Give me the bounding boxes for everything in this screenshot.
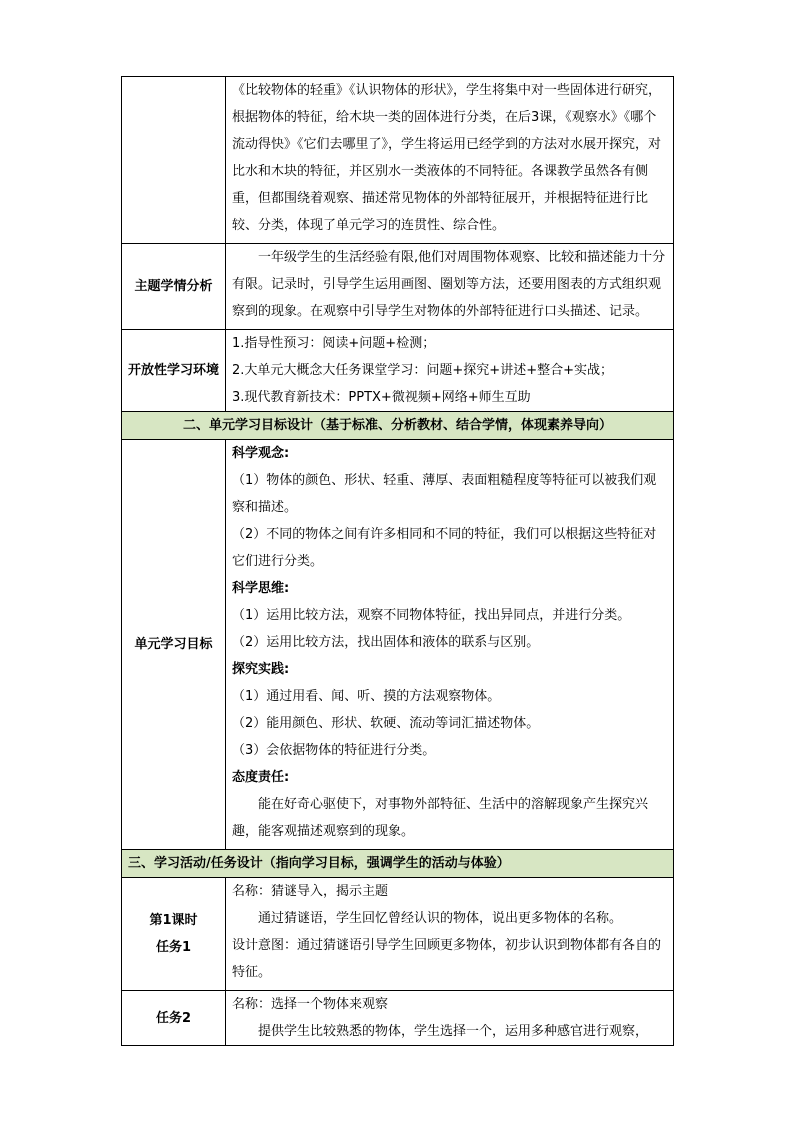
task1-label-cell <box>122 878 226 991</box>
task1-task-label: 任务1 <box>155 940 192 955</box>
task2-name: 名称：选择一个物体来观察 <box>232 997 389 1012</box>
section2-row <box>122 412 674 440</box>
thinking-item-2: （2）运用比较方法，找出固体和液体的联系与区别。 <box>232 635 540 650</box>
attitude-heading: 态度责任: <box>232 770 290 785</box>
task1-name: 名称：猜谜导入，揭示主题 <box>232 884 389 899</box>
intro-text-cell <box>226 77 674 244</box>
goals-label: 单元学习目标 <box>122 440 226 850</box>
task1-row <box>122 878 674 991</box>
goals-cell <box>226 440 674 850</box>
goals-row <box>122 440 674 850</box>
analysis-text: 一年级学生的生活经验有限,他们对周围物体观察、比较和描述能力十分有限。记录时，引导学生运用画图、圈划等方法，还要用图表的方式组织观察到的现象。在观察中引导学生对物体的外部特征进行口头描述、记录。 <box>232 250 666 319</box>
concept-item-2: （2）不同的物体之间有许多相同和不同的特征，我们可以根据这些特征对它们进行分类。 <box>232 527 657 569</box>
practice-item-2: （2）能用颜色、形状、软硬、流动等词汇描述物体。 <box>232 716 540 731</box>
task2-row <box>122 991 674 1046</box>
environment-item: 3.现代教育新技术：PPTX+微视频+网络+师生互助 <box>232 390 531 405</box>
practice-heading: 探究实践: <box>232 662 290 677</box>
analysis-row <box>122 244 674 330</box>
intro-label-cell <box>122 77 226 244</box>
environment-item: 1.指导性预习：阅读+问题+检测； <box>232 336 436 351</box>
environment-label: 开放性学习环境 <box>122 330 226 412</box>
practice-item-3: （3）会依据物体的特征进行分类。 <box>232 743 436 758</box>
analysis-text-cell <box>226 244 674 330</box>
practice-item-1: （1）通过用看、闻、听、摸的方法观察物体。 <box>232 689 501 704</box>
environment-item: 2.大单元大概念大任务课堂学习：问题+探究+讲述+整合+实战； <box>232 363 613 378</box>
concept-heading: 科学观念: <box>232 446 290 461</box>
environment-row <box>122 330 674 412</box>
task2-label: 任务2 <box>122 991 226 1046</box>
environment-cell <box>226 330 674 412</box>
intro-row <box>122 77 674 244</box>
task1-intent: 设计意图：通过猜谜语引导学生回顾更多物体，初步认识到物体都有各自的特征。 <box>232 938 662 980</box>
task2-desc: 提供学生比较熟悉的物体，学生选择一个，运用多种感官进行观察， <box>258 1024 649 1039</box>
lesson-plan-table <box>121 76 674 1046</box>
thinking-heading: 科学思维: <box>232 581 290 596</box>
section3-row <box>122 850 674 878</box>
task1-desc: 通过猜谜语，学生回忆曾经认识的物体，说出更多物体的名称。 <box>258 911 623 926</box>
concept-item-1: （1）物体的颜色、形状、轻重、薄厚、表面粗糙程度等特征可以被我们观察和描述。 <box>232 473 657 515</box>
intro-text: 《比较物体的轻重》《认识物体的形状》，学生将集中对一些固体进行研究，根据物体的特征，给木块一类的固体进行分类，在后3课，《观察水》《哪个流动得快》《它们去哪里了》，学生将运用已经学到的方法对水展开探究，对比水和木块的特征，并区别水一类液体的不同特征。各课教学虽然各有侧重，但都围绕着观察、描述常见物体的外部特征展开，并根据特征进行比较、分类，体现了单元学习的连贯性、综合性。 <box>232 83 662 233</box>
attitude-text: 能在好奇心驱使下，对事物外部特征、生活中的溶解现象产生探究兴趣，能客观描述观察到的现象。 <box>232 797 649 839</box>
task1-lesson-label: 第1课时 <box>149 913 198 928</box>
section2-title: 二、单元学习目标设计（基于标准、分析教材、结合学情，体现素养导向） <box>122 412 674 440</box>
analysis-label: 主题学情分析 <box>122 244 226 330</box>
section3-title: 三、学习活动/任务设计（指向学习目标，强调学生的活动与体验） <box>122 850 674 878</box>
thinking-item-1: （1）运用比较方法，观察不同物体特征，找出异同点，并进行分类。 <box>232 608 631 623</box>
task1-cell <box>226 878 674 991</box>
task2-cell <box>226 991 674 1046</box>
